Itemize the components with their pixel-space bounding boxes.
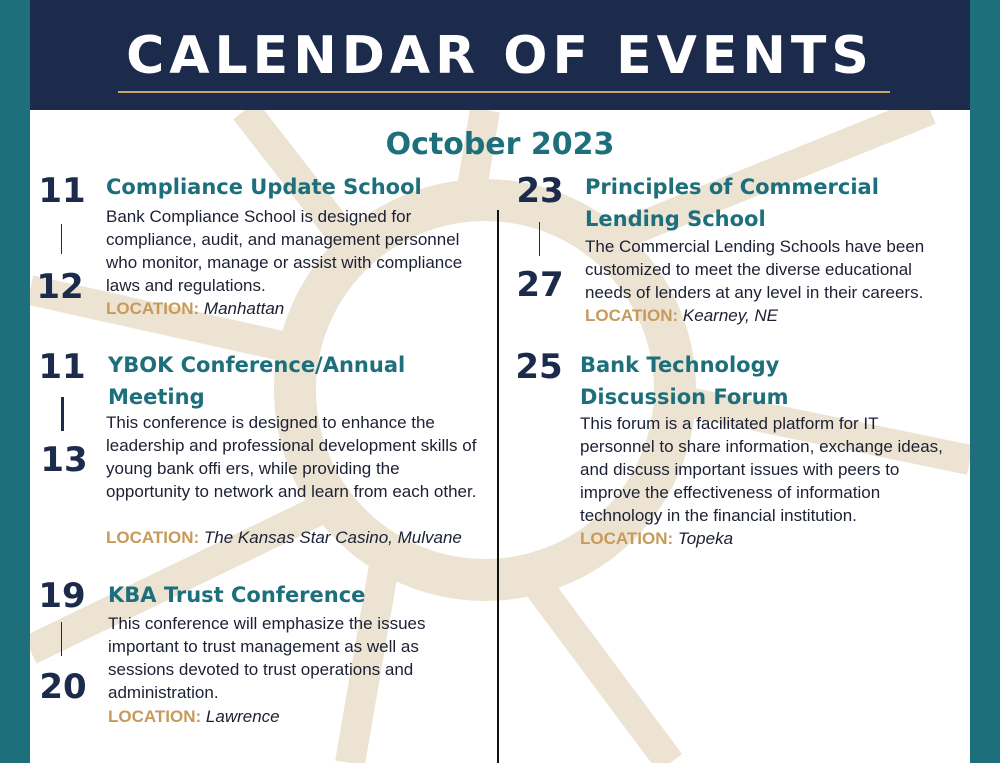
month-heading: October 2023 [385,127,615,162]
event-title: Bank Technology Discussion Forum [580,353,789,409]
event-start-day: 25 [515,347,563,387]
event-title: Principles of Commercial Lending School [585,175,879,231]
event-description: This forum is a facilitated platform for IT personnel to share information, exchange ideas, and discuss important issues with peers to improve the effectiveness of information technology in the financial institution. [580,414,943,525]
location-value: Lawrence [205,707,280,726]
location-value: The Kansas Star Casino, Mulvane [203,528,462,547]
event-description: This conference is designed to enhance the leadership and professional development skills of young bank offi ers, while providing the opportunity to network and learn from each other. [106,413,477,501]
date-range-dash [539,222,540,256]
event-end-day: 20 [39,667,87,707]
location-label: LOCATION: [580,529,674,548]
event-start-day: 19 [38,576,86,616]
location-label: LOCATION: [106,299,200,318]
event-title: KBA Trust Conference [108,583,366,607]
event-location [585,304,778,327]
date-range-dash [61,622,62,656]
date-range-dash [61,397,64,431]
page-header [30,0,970,110]
location-label: LOCATION: [108,707,202,726]
event-description: Bank Compliance School is designed for compliance, audit, and management personnel who monitor, manage or assist with compliance laws and regulations. [106,207,463,295]
event-start-day: 11 [38,171,86,211]
event-title: Compliance Update School [106,175,422,199]
event-start-day: 11 [38,347,86,387]
event-start-day: 23 [516,171,564,211]
event-location [580,527,733,550]
event-location [108,705,280,728]
event-location [106,526,462,549]
location-label: LOCATION: [106,528,200,547]
location-value: Topeka [677,529,734,548]
location-value: Kearney, NE [682,306,779,325]
event-location [106,297,284,320]
event-end-day: 27 [516,265,564,305]
page-title: CALENDAR OF EVENTS [126,26,874,86]
location-value: Manhattan [203,299,285,318]
calendar-page [30,0,970,763]
date-range-dash [61,224,62,254]
event-description: The Commercial Lending Schools have been customized to meet the diverse educational needs of lenders at any level in their careers. [585,237,925,302]
column-divider [497,210,499,763]
event-end-day: 13 [40,440,88,480]
event-end-day: 12 [36,267,84,307]
event-title: YBOK Conference/Annual Meeting [108,353,406,409]
header-rule [118,91,890,93]
location-label: LOCATION: [585,306,679,325]
event-description: This conference will emphasize the issues important to trust management as well as sessions devoted to trust operations and administration. [108,614,426,702]
